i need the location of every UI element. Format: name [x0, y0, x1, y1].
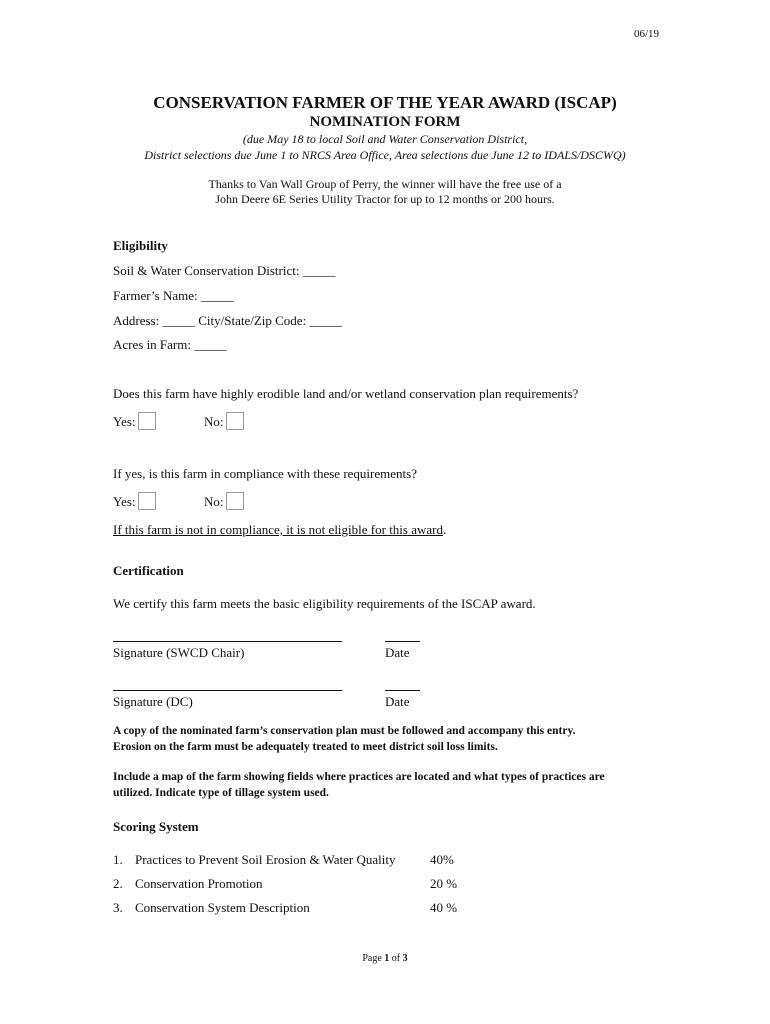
q1-no-checkbox[interactable] [226, 412, 244, 430]
page-word: Page [362, 953, 382, 964]
q1-yes-option [113, 412, 156, 430]
page-number [0, 953, 770, 964]
form-date-code: 06/19 [634, 28, 660, 40]
q2-yes-label: Yes: [113, 494, 136, 509]
page-title: CONSERVATION FARMER OF THE YEAR AWARD (ISCAP) [153, 93, 617, 112]
scoring-heading: Scoring System [113, 819, 199, 834]
sponsor-thanks-line-1: Thanks to Van Wall Group of Perry, the winner will have the free use of a [208, 177, 562, 191]
scoring-item-percent: 40 % [430, 900, 458, 915]
certification-heading: Certification [113, 563, 184, 578]
q2-yes-checkbox[interactable] [138, 492, 156, 510]
acres-blank[interactable]: _____ [194, 337, 227, 352]
city-state-zip-blank[interactable]: _____ [309, 313, 342, 328]
compliance-notice-text: If this farm is not in compliance, it is not eligible for this award [113, 522, 443, 537]
date-2-label: Date [385, 694, 410, 709]
scoring-item-number: 3. [113, 900, 123, 915]
page-subtitle: NOMINATION FORM [309, 114, 461, 130]
swcd-label: Soil & Water Conservation District: [113, 263, 300, 278]
acres-label: Acres in Farm: [113, 337, 191, 352]
swcd-field-row [113, 263, 335, 279]
page-current: 1 [384, 953, 390, 964]
scoring-item-label: Conservation Promotion [135, 876, 263, 891]
q2-yes-option [113, 492, 156, 510]
sponsor-thanks-line-2: John Deere 6E Series Utility Tractor for up to 12 months or 200 hours. [215, 192, 555, 206]
map-instruction-line-1: Include a map of the farm showing fields where practices are located and what types of practices are [113, 771, 605, 783]
date-1-label: Date [385, 645, 410, 660]
date-2-line[interactable] [385, 690, 420, 691]
page-total: 3 [402, 953, 408, 964]
q2-no-option [204, 492, 244, 510]
q1-no-option [204, 412, 244, 430]
q1-no-label: No: [204, 414, 224, 429]
q1-yes-label: Yes: [113, 414, 136, 429]
eligibility-heading: Eligibility [113, 238, 168, 253]
address-row [113, 313, 342, 329]
farmer-name-label: Farmer’s Name: [113, 288, 198, 303]
date-1-line[interactable] [385, 641, 420, 642]
scoring-item-percent: 40% [430, 852, 454, 867]
question-erodible-land: Does this farm have highly erodible land and/or wetland conservation plan requirements? [113, 386, 579, 401]
plan-instruction-line-2: Erosion on the farm must be adequately treated to meet district soil loss limits. [113, 741, 498, 753]
city-state-zip-label: City/State/Zip Code: [198, 313, 307, 328]
due-date-line-2: District selections due June 1 to NRCS Area Office, Area selections due June 12 to IDALS/DSCWQ) [144, 148, 626, 162]
scoring-item-label: Conservation System Description [135, 900, 310, 915]
q2-no-checkbox[interactable] [226, 492, 244, 510]
compliance-notice-period: . [442, 522, 447, 537]
swcd-chair-signature-label: Signature (SWCD Chair) [113, 645, 245, 660]
plan-instruction-line-1: A copy of the nominated farm’s conservation plan must be followed and accompany this entry. [113, 725, 576, 737]
dc-signature-line[interactable] [113, 690, 342, 691]
page-of-word: of [391, 953, 401, 964]
address-blank[interactable]: _____ [162, 313, 195, 328]
address-label: Address: [113, 313, 160, 328]
swcd-blank[interactable]: _____ [302, 263, 336, 278]
q2-no-label: No: [204, 494, 224, 509]
question-compliance: If yes, is this farm in compliance with these requirements? [113, 466, 417, 481]
scoring-item-number: 1. [113, 852, 123, 867]
scoring-item-number: 2. [113, 876, 123, 891]
compliance-notice [113, 522, 446, 538]
q1-yes-checkbox[interactable] [138, 412, 156, 430]
farmer-name-blank[interactable]: _____ [200, 288, 234, 303]
due-date-line-1: (due May 18 to local Soil and Water Conservation District, [242, 132, 528, 146]
acres-row [113, 337, 227, 353]
scoring-item-percent: 20 % [430, 876, 458, 891]
dc-signature-label: Signature (DC) [113, 694, 193, 709]
certification-statement: We certify this farm meets the basic eligibility requirements of the ISCAP award. [113, 596, 536, 611]
farmer-name-row [113, 288, 233, 304]
scoring-item-label: Practices to Prevent Soil Erosion & Water Quality [135, 852, 396, 867]
map-instruction-line-2: utilized. Indicate type of tillage system used. [113, 787, 329, 799]
swcd-chair-signature-line[interactable] [113, 641, 342, 642]
